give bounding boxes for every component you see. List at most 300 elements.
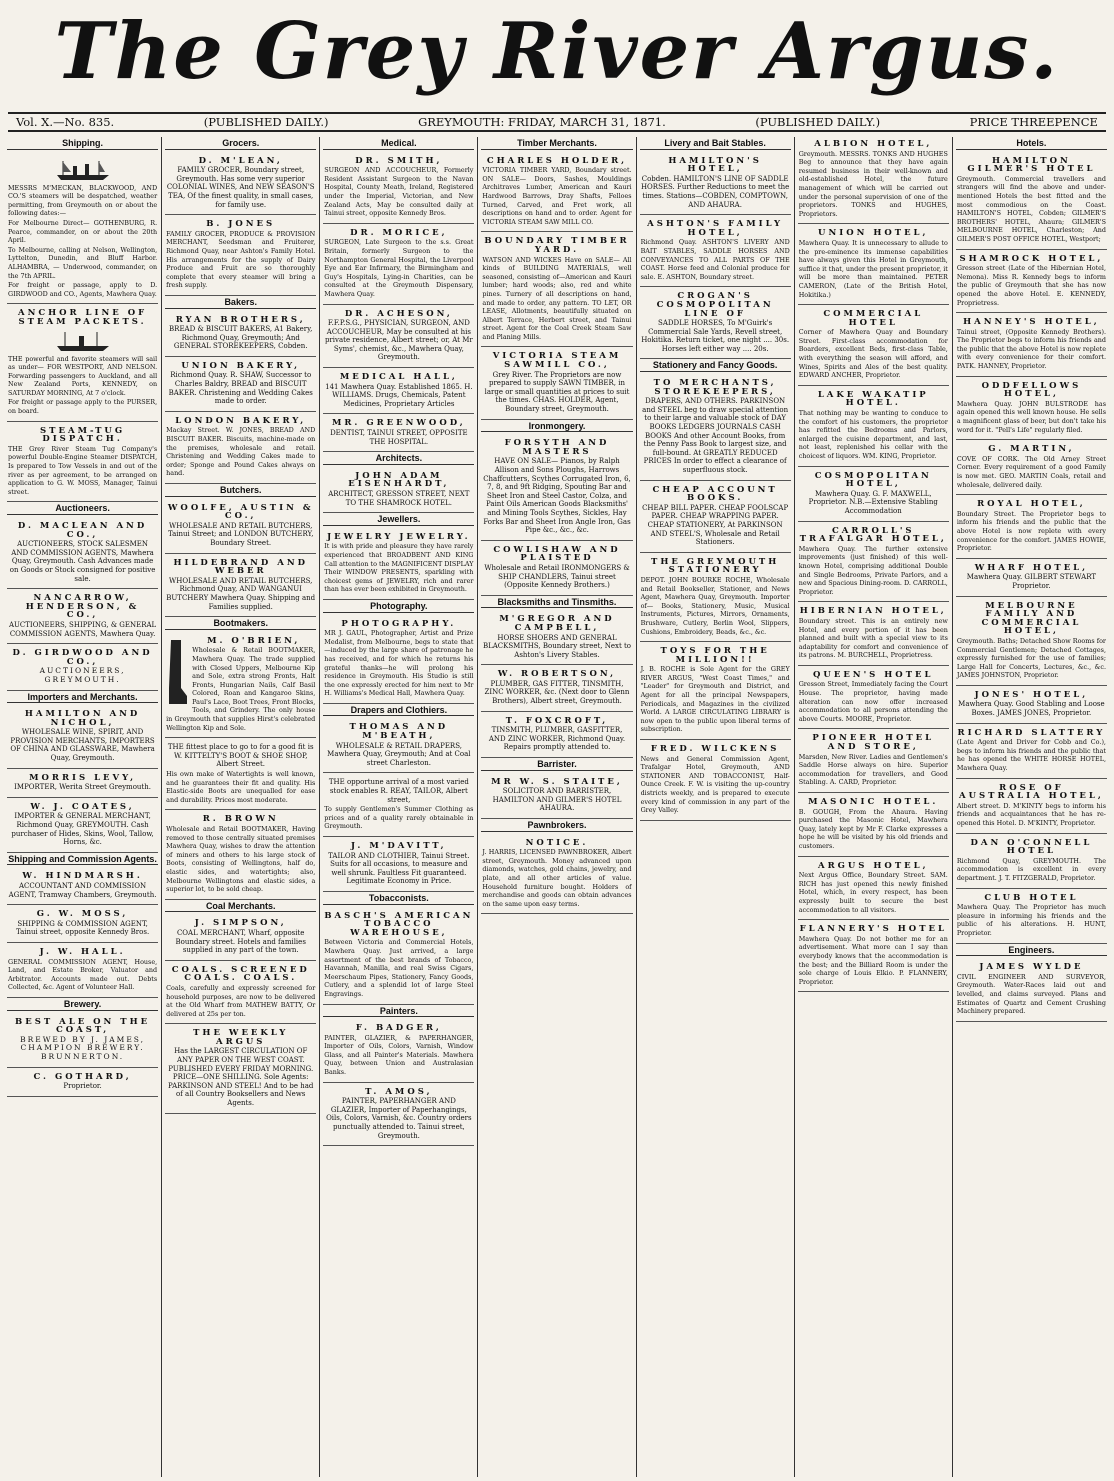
ad-text: Gresson street (Late of the Hibernian Hotel, Nemona). Miss R. Kennedy begs to inform the public of Greymouth that she has now opened the above Hotel. E. KENNEDY, Proprietress. <box>956 264 1106 307</box>
ad-name: J. M'DAVITT, <box>351 841 447 851</box>
ad-name: T. FOXCROFT, <box>505 715 609 726</box>
ad-name: J. W. HALL. <box>39 946 126 957</box>
ad-text: THE fittest place to go to for a good fit is W. KITTELTY'S BOOT & SHOE SHOP, Albert Street. <box>167 743 314 769</box>
info-bar <box>8 112 1106 132</box>
advertisement <box>165 556 316 618</box>
advertisement <box>165 414 316 484</box>
section-heading: Shipping. <box>7 139 158 150</box>
ad-text: MR J. GAUL, Photographer, Artist and Prize Medalist, from Melbourne, begs to state that—induced by the large share of patronage he has received, and for which he returns his grateful thanks—he will prolong his residence in Greymouth. His Studio is still the one expressly erected for him next to Mr H. Williams's Medical Hall, Mawhera Quay. <box>324 629 474 698</box>
ad-name: CARROLL'S TRAFALGAR HOTEL, <box>799 525 947 545</box>
published-daily-right: (PUBLISHED DAILY.) <box>755 115 881 129</box>
section-heading: Hotels. <box>956 139 1107 150</box>
ad-text: PLUMBER, GAS FITTER, TINSMITH, ZINC WORKER, &c. (Next door to Glenn Brothers), Albert street, Greymouth. <box>484 679 630 706</box>
ad-name: MORRIS LEVY, <box>29 772 137 783</box>
section-heading: Coal Merchants. <box>165 902 316 913</box>
advertisement <box>798 469 949 522</box>
advertisement <box>640 742 791 821</box>
ad-name: J. SIMPSON, <box>194 918 287 929</box>
advertisement <box>956 442 1107 495</box>
ad-name: D. GIRDWOOD AND CO., <box>12 648 153 667</box>
advertisement <box>323 370 474 414</box>
ad-text: Boundary Street. The Proprietor begs to inform his friends and the public that the above Hotel is now replete with every convenience for the comfort. JAMES HOWIE, Proprietor. <box>956 509 1106 553</box>
ad-text: (Late Agent and Driver for Cobb and Co.), begs to inform his friends and the public that he has opened the WHITE HORSE HOTEL, Mawhera Quay. <box>956 738 1106 773</box>
ad-text: Boundary street. This is an entirely new Hotel, and every portion of it has been planned and built with a special view to its adaptability for comfort and convenience of its patrons. M. BURCHELL, Proprietress. <box>798 616 948 660</box>
ad-name: ROYAL HOTEL, <box>977 499 1086 510</box>
advertisement <box>165 313 316 357</box>
ad-name: FLANNERY'S HOTEL <box>799 924 947 935</box>
section-heading: Jewellers. <box>323 515 474 526</box>
advertisement <box>165 812 316 899</box>
advertisement <box>956 960 1107 1022</box>
ad-text: News and General Commission Agent, Trafalgar Hotel, Greymouth, AND STATIONER AND TOBACCONIST, Half-Ounce Creek. F. W. is visiting the up-country districts weekly, and is prepared to execute every kind of commission in any part of the Grey Valley. <box>640 754 790 815</box>
ad-name: THE WEEKLY ARGUS <box>193 1028 289 1047</box>
masthead <box>0 0 1114 112</box>
advertisement <box>481 543 632 596</box>
advertisement <box>640 376 791 481</box>
advertisement <box>7 519 158 589</box>
advertisement <box>165 501 316 554</box>
ad-name: JONES' HOTEL, <box>974 689 1089 700</box>
ad-text: FAMILY GROCER, PRODUCE & PROVISION MERCHANT, Seedsman and Fruiterer, Richmond Quay, near Ashton's Family Hotel. His arrangements for the supply of Dairy Produce and Fruit are so thoroughly complete that every steamer will bring a fresh supply. <box>166 229 316 290</box>
ad-text: That nothing may be wanting to conduce to the comfort of his customers, the proprietor has refitted the Bedrooms and Parlors, enlarged the cuisine department, and last, not least, replenished his cellar with the choicest of liquors. WM. KING, Proprietor. <box>798 409 948 460</box>
ad-name: CROGAN'S COSMOPOLITAN LINE OF <box>656 291 774 319</box>
section-heading: Blacksmiths and Tinsmiths. <box>481 598 632 609</box>
section-heading: Butchers. <box>165 486 316 497</box>
ad-name: W. HINDMARSH. <box>22 871 143 882</box>
advertisement <box>481 836 632 915</box>
advertisement <box>798 731 949 793</box>
ad-name: D. M'LEAN, <box>198 155 283 166</box>
section-heading: Medical. <box>323 139 474 150</box>
section-heading: Shipping and Commission Agents. <box>8 853 157 864</box>
ad-name: RYAN BROTHERS, <box>175 314 306 325</box>
ad-name: PIONEER HOTEL AND STORE, <box>812 733 935 753</box>
ad-text: F.F.P.S.G., PHYSICIAN, SURGEON, AND ACCOUCHEUR, May be consulted at his private residence, Albert street; or, At Mr Syms', chemist, &c., Mawhera Quay, Greymouth. <box>324 319 473 362</box>
ad-name: VICTORIA STEAM SAWMILL CO., <box>492 351 622 371</box>
ad-name: STEAM-TUG DISPATCH. <box>40 425 126 445</box>
advertisement <box>323 530 474 600</box>
advertisement <box>7 306 158 421</box>
ad-text: Mawhera Quay. The Proprietor has much pleasure in informing his friends and the public of his alterations. H. HUNT, Proprietor. <box>956 903 1106 937</box>
advertisement <box>481 714 632 758</box>
ad-text: SURGEON AND ACCOUCHEUR, Formerly Resident Assistant Surgeon to the Navan Hospital, County Meath, Ireland, Registered under the Imperial, Victorian, and New Zealand Acts, May be consulted daily at Tainui street, opposite Kennedy Bros. <box>324 166 474 218</box>
column-2 <box>162 137 320 1477</box>
advertisement <box>640 644 791 740</box>
advertisement <box>7 424 158 503</box>
ad-text: SHIPPING & COMMISSION AGENT, Tainui street, opposite Kennedy Bros. <box>15 919 150 937</box>
ad-text: Has the LARGEST CIRCULATION OF ANY PAPER ON THE WEST COAST. PUBLISHED EVERY FRIDAY MORNING. PRICE—ONE SHILLING. Sole Agents: PARKINSON AND STEEL! And to be had of all Country Booksellers and News Agents. <box>168 1047 314 1108</box>
ad-name: M'GREGOR AND CAMPBELL, <box>499 614 615 633</box>
advertisement <box>323 469 474 513</box>
advertisement <box>481 612 632 665</box>
ad-text: TINSMITH, PLUMBER, GASFITTER, AND ZINC WORKER, Richmond Quay. Repairs promptly attended to. <box>488 726 626 752</box>
ad-text: Mawhera Quay. Do not bother me for an advertisement. What more can I say than everybody knows that the accommodation is the best; and the Billiard Room is under the sole charge of Louis Elkio. P. FLANNERY, Proprietor. <box>798 934 948 986</box>
ad-text: COAL MERCHANT, Wharf, opposite Boundary street. Hotels and families supplied in any part of the town. <box>175 928 306 955</box>
ad-text: THE powerful and favorite steamers will sail as under— FOR WESTPORT, AND NELSON. Forwarding passengers to Auckland, and all New Zealand Ports, KENNEDY, on SATURDAY MORNING, At 7 o'clock. <box>8 354 158 397</box>
section-heading: Grocers. <box>165 139 316 150</box>
advertisement <box>798 668 949 730</box>
advertisement <box>7 800 158 853</box>
advertisement <box>481 349 632 419</box>
ad-text: WHOLESALE AND RETAIL BUTCHERS, Richmond Quay, AND WANGANUI BUTCHERY Mawhera Quay. Shipping and Families supplied. <box>166 576 316 611</box>
section-heading: Stationery and Fancy Goods. <box>640 361 791 372</box>
ad-name: UNION HOTEL, <box>818 228 929 239</box>
ad-name: F. BADGER, <box>355 1023 442 1034</box>
ad-text: His own make of Watertights is well known, and he guarantees their fit and quality. His Elastic-side Boots are unequalled for ease and durability. Prices most moderate. <box>166 770 316 804</box>
ad-name: HAMILTON'S HOTEL, <box>668 155 762 175</box>
advertisement <box>165 359 316 412</box>
advertisement <box>323 1021 474 1083</box>
advertisement <box>323 775 474 837</box>
ad-text: To Melbourne, calling at Nelson, Wellington, Lyttelton, Dunedin, and Bluff Harbor. ALHAMBRA, — Underwood, commander, on the 7th APRIL. <box>8 245 158 280</box>
column-3 <box>320 137 478 1477</box>
steamship-icon <box>53 329 113 353</box>
ad-text: BREAD & BISCUIT BAKERS, A1 Bakery, Richmond Quay, Greymouth; And GENERAL STOREKEEPERS, Cobden. <box>169 325 313 351</box>
advertisement <box>7 1015 158 1068</box>
ad-name: COMMERCIAL HOTEL <box>823 309 924 328</box>
ad-text: For freight or passage, apply to D. GIRDWOOD and CO., Agents, Mawhera Quay. <box>8 281 158 298</box>
ad-name: G. W. MOSS, <box>36 909 129 920</box>
ad-text: Greymouth. Baths; Detached Show Rooms for Commercial Gentlemen; Detached Cottages, expressly furnished for the use of families; Large Hall for Concerts, Lectures, &c., &c. JAMES JOHNSTON, Proprietor. <box>956 636 1106 680</box>
ad-name: D. MACLEAN AND CO., <box>17 521 148 540</box>
advertisement <box>165 916 316 960</box>
ad-name: UNION BAKERY, <box>181 360 301 371</box>
ad-text: IMPORTER, Werita Street Greymouth. <box>14 783 151 792</box>
ad-name: BEST ALE ON THE COAST, <box>15 1016 151 1036</box>
advertisement <box>956 781 1107 834</box>
ad-text: AUCTIONEERS, GREYMOUTH. <box>39 666 126 684</box>
ad-text: MESSRS M'MECKAN, BLACKWOOD, AND CO.'S steamers will be despatched, weather permitting, from Greymouth on or about the following dates:— <box>8 183 158 218</box>
ad-name: JOHN ADAM EISENHARDT, <box>348 470 450 490</box>
ad-text: It is with pride and pleasure they have rarely experienced that BROADBENT AND KING Call attention to the MAGNIFICENT DISPLAY Their WINDOW PRESENTS, sparkling with choicest gems of JEWELRY, rich and rarer than has ever been exhibited in Greymouth. <box>324 542 474 594</box>
advertisement <box>956 599 1107 686</box>
ad-name: FORSYTH AND MASTERS <box>504 438 610 457</box>
ad-name: CHARLES HOLDER, <box>486 155 628 166</box>
advertisement <box>323 416 474 452</box>
ad-name: B. JONES <box>206 219 276 230</box>
advertisement <box>640 483 791 553</box>
advertisement <box>798 137 949 224</box>
section-heading: Engineers. <box>956 946 1107 957</box>
ad-text: Mackay Street. W. JONES, BREAD AND BISCUIT BAKER. Biscuits, machine-made on the premises, wholesale and retail. Christening and Wedding Cakes made to order; Sponge and Pound Cakes always on hand. <box>166 426 316 478</box>
ad-text: Mawhera Quay. JOHN BULSTRODE has again opened this well known house. He sells a magnificent glass of beer, but don't take his word for it. "Pell's Life" regularly filed. <box>956 399 1106 434</box>
dateline: GREYMOUTH: FRIDAY, MARCH 31, 1871. <box>418 115 666 129</box>
ad-name: DR. MORICE, <box>350 227 448 238</box>
ad-text: Cobden. HAMILTON'S LINE OF SADDLE HORSES. Further Reductions to meet the times. Stations—COBDEN, COMPTOWN, AND AHAURA. <box>640 174 790 209</box>
advertisement <box>481 154 632 233</box>
volume-number: Vol. X.—No. 835. <box>16 115 115 129</box>
ad-text: Wholesale & Retail BOOTMAKER, Mawhera Quay. The trade supplied with Closed Uppers, Melbourne Kip and Sole, extra strong Fronts, Halt Fronts, Hungarian Nails, Calf Basil Colored, Roan and Kangaroo Skins, Paul's Lace, Boot Trees, Front Blocks, Tools, and Grindery. The only house in Greymouth that supplies Hirst's celebrated Wellington Kip and Sole. <box>166 646 316 732</box>
ad-text: IMPORTER & GENERAL MERCHANT, Richmond Quay, GREYMOUTH. Cash purchaser of Hides, Skins, Wool, Tallow, Horns, &c. <box>11 812 154 847</box>
ad-name: R. BROWN <box>202 814 279 825</box>
ad-name: SHAMROCK HOTEL, <box>959 253 1104 264</box>
section-heading: Painters. <box>323 1007 474 1018</box>
section-heading: Importers and Merchants. <box>7 693 158 704</box>
ad-name: ODDFELLOWS HOTEL, <box>981 380 1082 400</box>
ad-text: Between Victoria and Commercial Hotels, Mawhera Quay. Just arrived, a large assortment of the best brands of Tobacco, Havannah, Manilla, and real Swiss Cigars, Meerschaum Pipes, Stationery, Fancy Goods, Cutlery, and a splendid lot of large Steel Engravings. <box>324 938 474 998</box>
advertisement <box>481 436 632 541</box>
advertisement <box>7 646 158 690</box>
advertisement <box>798 388 949 467</box>
ad-text: AUCTIONEERS, SHIPPING, & GENERAL COMMISSION AGENTS, Mawhera Quay. <box>8 620 157 638</box>
ad-text: Marsden, New River. Ladies and Gentlemen's Saddle Horse always on hire. Superior accommodation for travellers, and Good Stabling. A. CARD, Proprietor. <box>798 752 948 787</box>
column-1 <box>4 137 162 1477</box>
advertisement <box>956 379 1107 441</box>
advertisement <box>7 869 158 905</box>
advertisement <box>7 591 158 644</box>
ad-text: GENERAL COMMISSION AGENT, House, Land, and Estate Broker, Valuator and Arbitrator. Accounts made out. Debts Collected, &c. Agent of Volunteer Hall. <box>8 957 158 992</box>
advertisement <box>481 775 632 819</box>
advertisement <box>165 154 316 216</box>
ad-text: Wholesale and Retail BOOTMAKER, Having removed to those centrally situated premises Mawhera Quay, wishes to draw the attention of miners and others to his large stock of Boots, consisting of Wellingtons, half do, elastic sides, and watertights; also, Melbourne Wellingtons and elastic sides, a superior lot, to be sold cheap. <box>166 825 316 894</box>
ad-text: WHOLESALE AND RETAIL BUTCHERS, Tainui Street; and LONDON BUTCHERY, Boundary Street. <box>167 521 314 547</box>
ad-text: Richmond Quay. ASHTON'S LIVERY AND BAIT STABLES, SADDLE HORSES AND CONVEYANCES TO ALL PARTS OF THE COAST. Horse feed and Colonial produce for sale. E. ASHTON, Boundary street. <box>640 238 790 281</box>
ad-name: HIBERNIAN HOTEL, <box>799 606 947 617</box>
section-heading: Architects. <box>323 454 474 465</box>
ad-name: NOTICE. <box>525 837 589 848</box>
advertisement <box>7 771 158 798</box>
ad-text: Richmond Quay, GREYMOUTH. The accommodation is excellent in every department. J. T. FITZGERALD, Proprietor. <box>956 856 1106 882</box>
ad-text: Next Argus Office, Boundary Street. SAM. RICH has just opened this newly finished Hotel, which, in every respect, has been expressly built to secure the best accommodation to all visitors. <box>798 871 948 914</box>
ad-name: CLUB HOTEL <box>984 892 1079 903</box>
ad-name: BASCH'S AMERICAN TOBACCO WAREHOUSE, <box>324 910 474 938</box>
ad-text: HORSE SHOERS AND GENERAL BLACKSMITHS, Boundary street, Next to Ashton's Livery Stables. <box>482 633 632 659</box>
section-heading: Drapers and Clothiers. <box>323 706 474 717</box>
ad-name: MR W. S. STAITE, <box>491 776 623 787</box>
advertisement <box>640 217 791 287</box>
ad-name: W. J. COATES, <box>30 801 135 812</box>
ad-text: Proprietor. <box>63 1082 102 1091</box>
advertisement <box>7 945 158 998</box>
ad-name: QUEEN'S HOTEL <box>813 669 934 680</box>
ad-text: TAILOR AND CLOTHIER, Tainui Street. Suits for all occasions, to measure and well shrunk. Faultless Fit guaranteed. Legitimate Economy in Price. <box>328 851 470 886</box>
ad-text: ARCHITECT, GRESSON STREET, NEXT TO THE SHAMROCK HOTEL. <box>328 490 470 507</box>
advertisement <box>7 1070 158 1097</box>
ad-name: THOMAS AND M'BEATH, <box>349 722 449 742</box>
ad-text: BREWED BY J. JAMES, CHAMPION BREWERY. BRUNNERTON. <box>20 1034 146 1061</box>
ad-text: CHEAP BILL PAPER. CHEAP FOOLSCAP PAPER. CHEAP WRAPPING PAPER. CHEAP STATIONERY, At PARKINSON AND STEEL'S, Wholesale and Retail Stationers. <box>642 503 789 547</box>
ad-name: FRED. WILCKENS <box>650 744 780 755</box>
ad-text: Grey River. The Proprietors are now prepared to supply SAWN TIMBER, in large or small quantities at prices to suit the times. CHAS. HOLDER, Agent, Boundary street, Greymouth. <box>484 370 630 414</box>
advertisement <box>956 836 1107 889</box>
section-heading: Pawnbrokers. <box>481 821 632 832</box>
ad-text: DEPOT. JOHN BOURKE ROCHE, Wholesale and Retail Bookseller, Stationer, and News Agent, Mawhera Quay, Greymouth. Importer of— Books, Stationery, Music, Musical Instruments, Pictures, Mirrors, Ornaments, Brushware, Cutlery, Berlin Wool, Slippers, Cushions, Embroidery, Beads, &c., &c. <box>640 575 790 636</box>
ad-text: PAINTER, PAPERHANGER AND GLAZIER, Importer of Paperhangings, Oils, Colors, Varnish, &c. Country orders punctually attended to. Tainui street, Greymouth. <box>326 1097 472 1140</box>
advertisement <box>323 617 474 704</box>
ad-text: Greymouth. MESSRS. TONKS AND HUGHES Beg to announce that they have again resumed business in their well-known and old-established Hotel, the future management of which will be carried out under the personal supervision of one of the proprietors. TONKS and HUGHES, Proprietors. <box>798 149 948 218</box>
price: PRICE THREEPENCE <box>969 115 1098 129</box>
ad-name: T. AMOS, <box>365 1086 433 1097</box>
section-heading: Bakers. <box>165 298 316 309</box>
ad-name: MEDICAL HALL, <box>339 372 458 383</box>
advertisement <box>323 839 474 892</box>
ad-text: THE Grey River Steam Tug Company's powerful Double-Engine Steamer DISPATCH, Is prepared to Tow Vessels in and out of the river as per agreement, to be arranged on application to G. W. MOSS, Manager, Tainui street. <box>8 444 158 496</box>
ad-name: RICHARD SLATTERY <box>957 727 1106 738</box>
newspaper-title: The Grey River Argus. <box>54 6 1060 97</box>
ad-text: AUCTIONEERS, STOCK SALESMEN AND COMMISSION AGENTS, Mawhera Quay, Greymouth. Cash Advances made on Goods or Stock consigned for positive sale. <box>9 540 156 583</box>
ad-text: Mawhera Quay. Good Stabling and Loose Boxes. JAMES JONES, Proprietor. <box>958 700 1105 718</box>
advertisement <box>798 524 949 603</box>
section-heading: Timber Merchants. <box>481 139 632 150</box>
ad-name: COWLISHAW AND PLAISTED <box>493 544 621 564</box>
ad-text: Mawhera Quay. The further extensive improvements (just finished) of this well-known Hotel, comprising additional Double and Single Bedrooms, Private Parlors, and a new and Spacious Dining-room. D. CARROLL, Proprietor. <box>798 544 948 596</box>
ad-name: C. GOTHARD, <box>33 1071 132 1082</box>
ad-text: DENTIST, TAINUI STREET, OPPOSITE THE HOSPITAL. <box>330 429 468 446</box>
ad-name: WOOLFE, AUSTIN & CO., <box>167 502 314 522</box>
ad-text: To supply Gentlemen's Summer Clothing as prices and of a quality rarely obtainable in Greymouth. <box>324 805 474 831</box>
published-daily-left: (PUBLISHED DAILY.) <box>203 115 329 129</box>
column-5 <box>637 137 795 1477</box>
advertisement <box>798 226 949 305</box>
advertisement <box>165 634 316 739</box>
ad-text: Wholesale and Retail IRONMONGERS & SHIP CHANDLERS, Tainui street (Opposite Kennedy Brothers.) <box>484 563 630 590</box>
ad-text: COVE OF CORK. The Old Arney Street Corner. Every requirement of a good Family is now met. GEO. MARTIN Coals, retail and wholesale, delivered daily. <box>956 454 1106 489</box>
section-heading: Tobacconists. <box>323 894 474 905</box>
ad-name: COSMOPOLITAN HOTEL, <box>814 470 932 490</box>
ad-name: WHARF HOTEL, <box>974 562 1089 573</box>
advertisement <box>798 859 949 921</box>
section-heading: Bootmakers. <box>165 619 316 630</box>
ad-name: THE GREYMOUTH STATIONERY <box>651 556 780 576</box>
ad-text: B. GOUGH, From the Ahaura. Having purchased the Masonic Hotel, Mawhera Quay, lately kept by Mr F. Clarke expresses a hope he will be visited by his old friends and customers. <box>798 807 948 850</box>
ad-name: ARGUS HOTEL, <box>817 860 929 871</box>
ad-name: ALBION HOTEL, <box>814 139 933 149</box>
advertisement <box>798 307 949 386</box>
ad-text: Coals, carefully and expressly screened for household purposes, are now to be delivered at the Old Wharf from MATHEW BATTY, Or delivered at 25s per ton. <box>166 983 316 1018</box>
columns <box>4 137 1110 1477</box>
ad-text: WHOLESALE & RETAIL DRAPERS, Mawhera Quay, Greymouth; And at Coal street Charleston. <box>327 741 471 767</box>
ad-text: For Melbourne Direct— GOTHENBURG, R. Pearce, commander, on or about the 20th April. <box>8 218 158 245</box>
ad-name: DR. ACHESON, <box>344 308 453 319</box>
ad-text: WATSON AND WICKES Have on SALE— All kinds of BUILDING MATERIALS, well seasoned, consisting of—American and Kauri lumber; hard woods; also, red and white pines. Turnery of all descriptions on hand, and made to order, any pattern. TO LET, OR LEASE, Allotments, beautifully situated on Albert Terrace, Herbert street, and Tainui street. Agent for the Coal Creek Steam Saw and Planing Mills. <box>482 255 632 341</box>
ad-text: ACCOUNTANT AND COMMISSION AGENT, Tramway Chambers, Greymouth. <box>8 882 157 899</box>
ad-name: ASHTON'S FAMILY HOTEL, <box>647 219 784 238</box>
ad-text: THE opportune arrival of a most varied stock enables R. REAY, TAILOR, Albert street, <box>328 778 469 804</box>
ad-text: SADDLE HORSES, To M'Guirk's Commercial Sale Yards, Revell street, Hokitika. Return ticket, one night .... 30s. Horses left either way .... 20s. <box>641 319 790 353</box>
advertisement <box>956 561 1107 597</box>
ad-name: MR. GREENWOOD, <box>331 418 466 429</box>
ad-name: G. MARTIN, <box>988 444 1075 455</box>
section-heading: Barrister. <box>481 760 632 771</box>
ad-text: Albert street. D. M'KINTY begs to inform his friends and acquaintances that he has re-opened this Hotel. D. M'KINTY, Proprietor. <box>956 801 1106 827</box>
section-heading: Brewery. <box>7 1000 158 1011</box>
advertisement <box>798 604 949 666</box>
advertisement <box>323 909 474 1005</box>
ad-text: CIVIL ENGINEER AND SURVEYOR, Greymouth. Water-Races laid out and levelled, and claims surveyed. Plans and Estimates of Quartz and Cement Crushing Machinery prepared. <box>956 972 1106 1016</box>
ad-name: HAMILTON GILMER'S HOTEL <box>967 155 1096 175</box>
advertisement <box>640 289 791 359</box>
ad-name: TOYS FOR THE MILLION!! <box>660 646 770 665</box>
ad-name: HANNEY'S HOTEL, <box>963 317 1100 328</box>
advertisement <box>7 154 158 305</box>
ad-name: HAMILTON AND NICHOL, <box>24 709 141 728</box>
ad-text: Mawhera Quay. It is unnecessary to allude to the pre-eminence its immense capabilities have always given this Hotel in Greymouth, suffice it that, under the present proprietor, it will be more than maintained. PETER CAMERON, (Late of the British Hotel, Hokitika.) <box>798 238 948 299</box>
ad-text: WHOLESALE WINE, SPIRIT, AND PROVISION MERCHANTS, IMPORTERS OF CHINA AND GLASSWARE, Mawhera Quay, Greymouth. <box>10 728 155 763</box>
ad-text: HAVE ON SALE— Pianos, by Ralph Allison and Sons Ploughs, Harrows Chaffcutters, Scythes Corrugated Iron, 6, 7, 8, and 9ft Ridging, Spouting Bar and Sheet Iron and Steel Castor, Colza, and Paint Oils American Goods Blacksmiths' and Mining Tools Scythes, Sickles, Hay Forks Bar and Sheet Iron Angle Iron, Gas Pipe &c., &c., &c. <box>483 457 631 535</box>
ad-name: COALS. SCREENED COALS. COALS. <box>171 964 310 984</box>
advertisement <box>323 720 474 773</box>
ad-text: Mawhera Quay. GILBERT STEWART Proprietor. <box>966 573 1097 590</box>
advertisement <box>640 154 791 216</box>
advertisement <box>7 907 158 943</box>
ad-name: W. ROBERTSON, <box>497 669 617 680</box>
advertisement <box>481 234 632 347</box>
advertisement <box>956 154 1107 250</box>
ad-text: Corner of Mawhera Quay and Boundary Street. First-class accommodation for Boarders, excellent Beds, first-class Table, with everything the season will afford, and Wines, Spirits and Ales of the best quality. EDWARD ANCHER, Proprietor. <box>798 328 948 380</box>
ad-name: DR. SMITH, <box>355 155 443 166</box>
ad-name: MASONIC HOTEL. <box>808 797 939 807</box>
advertisement <box>323 307 474 369</box>
ad-text: PAINTER, GLAZIER, & PAPERHANGER, Importer of Oils, Colors, Varnish, Window Glass, and all Painter's Materials. Mawhera Quay, between Union and Australasian Banks. <box>324 1033 474 1077</box>
advertisement <box>798 795 949 857</box>
ad-name: ROSE OF AUSTRALIA HOTEL, <box>959 782 1104 802</box>
ad-text: FAMILY GROCER, Boundary street, Greymouth. Has some very superior COLONIAL WINES, And NEW SEASON'S TEA, Of the finest quality, in small cases, for family use. <box>166 166 315 209</box>
ad-text: SURGEON, Late Surgeon to the s.s. Great Britain, formerly Surgeon to the Northampton General Hospital, the Liverpool Eye and Ear Infirmary, the Birmingham and Guy's Hospitals, Lying-in Charities, can be consulted at the Greymouth Dispensary, Mawhera Quay. <box>324 238 474 298</box>
advertisement <box>956 497 1107 559</box>
section-heading: Auctioneers. <box>7 504 158 515</box>
column-6 <box>795 137 953 1477</box>
advertisement <box>798 922 949 992</box>
ad-text: Mawhera Quay. G. F. MAXWELL, Proprietor. N.B.—Extensive Stabling Accommodation <box>808 489 938 515</box>
advertisement <box>165 1026 316 1113</box>
advertisement <box>165 740 316 810</box>
advertisement <box>165 217 316 296</box>
advertisement <box>165 963 316 1025</box>
ad-name: JAMES WYLDE <box>979 962 1084 973</box>
column-7 <box>953 137 1110 1477</box>
ad-name: DAN O'CONNELL HOTEL <box>970 837 1093 857</box>
ad-text: 141 Mawhera Quay. Established 1865. H. WILLIAMS. Drugs, Chemicals, Patent Medicines, Proprietary Articles <box>325 382 473 408</box>
ad-text: J. B. ROCHE is Sole Agent for the GREY RIVER ARGUS, "West Coast Times," and "Leader" for Greymouth and District, and Agent for all the principal Newspapers, Periodicals, and Magazines in the civilized World. A LARGE CIRCULATING LIBRARY is now open to the public upon liberal terms of subscription. <box>640 665 790 734</box>
ad-name: JEWELRY JEWELRY. <box>327 531 471 542</box>
ad-text: Richmond Quay. R. SHAW, Successor to Charles Baldry, BREAD and BISCUIT BAKER. Christening and Wedding Cakes made to order. <box>168 371 313 406</box>
section-heading: Ironmongery. <box>481 422 632 433</box>
column-4 <box>478 137 636 1477</box>
ad-name: NANCARROW, HENDERSON, & CO., <box>25 593 140 621</box>
advertisement <box>323 154 474 224</box>
ad-text: SOLICITOR AND BARRISTER, HAMILTON AND GILMER'S HOTEL AHAURA. <box>492 787 622 813</box>
ad-name: BOUNDARY TIMBER YARD. <box>484 236 630 255</box>
ad-name: TO MERCHANTS, STOREKEEPERS, <box>653 378 777 397</box>
ad-name: MELBOURNE FAMILY AND COMMERCIAL HOTEL, <box>981 600 1082 637</box>
ad-text: Gresson Street, Immediately facing the Court House. The proprietor, having made alteration can now offer increased accommodation to all persons attending the above Courts. MOORE, Proprietor. <box>798 680 948 723</box>
ad-name: LONDON BAKERY, <box>175 415 307 426</box>
advertisement <box>481 667 632 711</box>
boot-icon <box>166 638 188 708</box>
advertisement <box>7 707 158 769</box>
advertisement <box>956 688 1107 724</box>
ad-text: VICTORIA TIMBER YARD, Boundary street. ON SALE— Doors, Sashes, Mouldings Architraves Lumber, American and Kauri Hardwood Barrows, Dray Shafts, Felloes Turned, Carved, and Fret work, all descriptions on hand and to order. Agent for VICTORIA STEAM SAW MILL CO. <box>482 166 632 226</box>
ad-name: PHOTOGRAPHY. <box>341 618 457 629</box>
ad-name: HILDEBRAND AND WEBER <box>173 557 308 577</box>
advertisement <box>956 252 1107 314</box>
ad-text: DRAPERS, AND OTHERS. PARKINSON and STEEL beg to draw special attention to their large and valuable stock of DAY BOOKS LEDGERS JOURNALS CASH BOOKS And other Account Books, from the Penny Pass Book to largest size, and full-bound. At GREATLY REDUCED PRICES In order to effect a clearance of superfluous stock. <box>642 397 789 474</box>
advertisement <box>956 891 1107 944</box>
advertisement <box>323 226 474 305</box>
ad-name: CHEAP ACCOUNT BOOKS. <box>652 484 778 504</box>
ad-text: J. HARRIS, LICENSED PAWNBROKER, Albert street, Greymouth. Money advanced upon diamonds, watches, gold chains, jewelry, and plate, and all other articles of value. Household furniture bought. Holders of merchandise and goods can obtain advances on the same upon easy terms. <box>482 848 632 908</box>
ad-name: LAKE WAKATIP HOTEL. <box>817 389 929 409</box>
ad-text: For freight or passage apply to the PURSER, on board. <box>8 398 158 416</box>
ad-name: ANCHOR LINE OF STEAM PACKETS. <box>17 308 148 327</box>
ad-text: Tainui street, (Opposite Kennedy Brothers). The Proprietor begs to inform his friends and the public that the above Hotel is now replete with every convenience for their comfort. PATK. HANNEY, Proprietor. <box>956 327 1106 371</box>
advertisement <box>956 726 1107 779</box>
section-heading: Photography. <box>323 602 474 613</box>
ad-text: Greymouth. Commercial travellers and strangers will find the above and under-mentioned Hotels the best fitted and the most commodious on the Coast. HAMILTON'S HOTEL, Cobden; GILMER'S BROTHERS' HOTEL, Ahaura; GILMER'S MELBOURNE HOTEL, Charleston; And GILMER'S POST OFFICE HOTEL, Westport; <box>956 174 1106 243</box>
advertisement <box>323 1085 474 1147</box>
advertisement <box>956 315 1107 377</box>
advertisement <box>640 555 791 642</box>
